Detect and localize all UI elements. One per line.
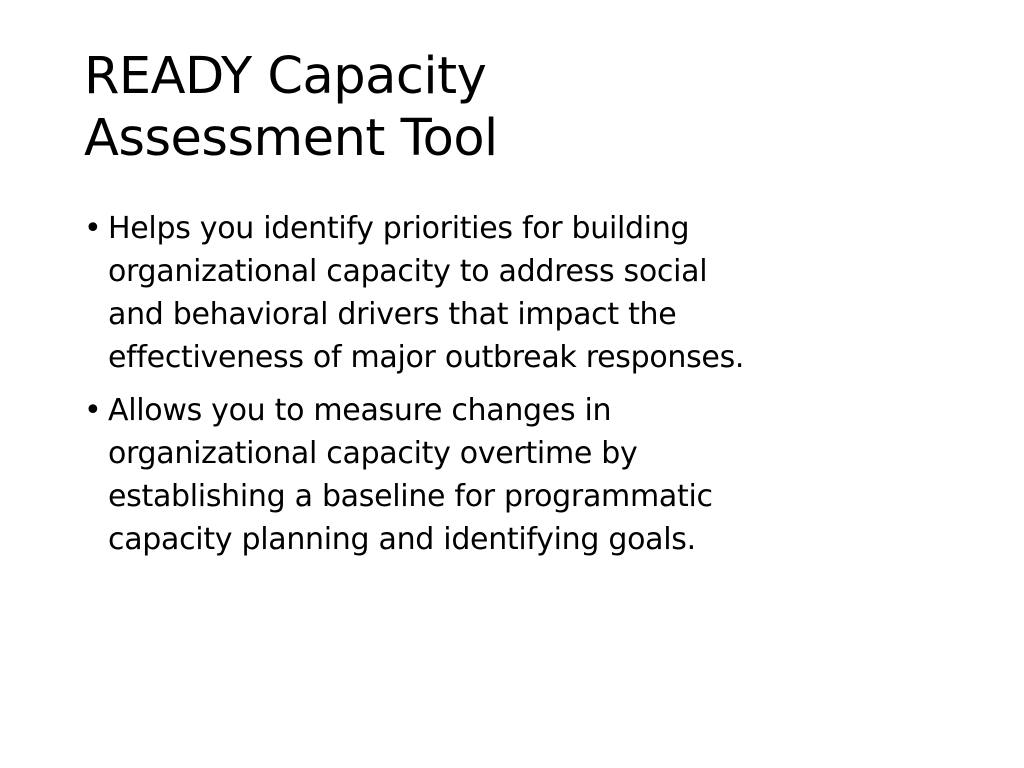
bullet-text-line: Helps you identify priorities for building xyxy=(108,211,690,246)
bullet-text-line: Allows you to measure changes in xyxy=(108,393,612,428)
bullet-marker: • xyxy=(84,393,102,428)
bullet-list xyxy=(84,207,984,571)
bullet-text-line: establishing a baseline for programmatic xyxy=(108,479,713,514)
title-line: Assessment Tool xyxy=(84,109,498,168)
title-line: READY Capacity xyxy=(84,47,487,106)
bullet-item xyxy=(84,207,984,379)
bullet-text-line: and behavioral drivers that impact the xyxy=(108,297,677,332)
slide-title xyxy=(84,46,964,170)
bullet-item xyxy=(84,389,984,561)
bullet-text-line: organizational capacity to address social xyxy=(108,254,708,289)
bullet-text-line: capacity planning and identifying goals. xyxy=(108,522,696,557)
bullet-text-line: organizational capacity overtime by xyxy=(108,436,638,471)
bullet-marker: • xyxy=(84,211,102,246)
bullet-text-line: effectiveness of major outbreak responses. xyxy=(108,340,745,375)
